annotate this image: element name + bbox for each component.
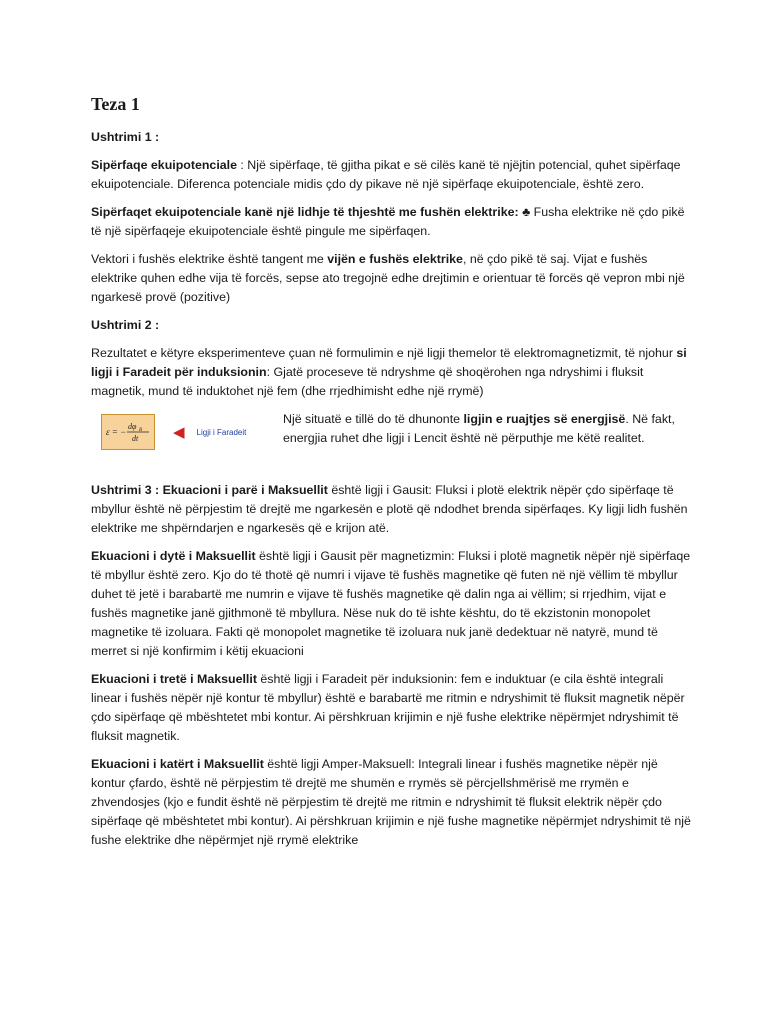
faraday-formula-svg bbox=[104, 418, 152, 446]
text: ♣ Fusha elektrike në çdo pikë të një sipërfaqeje ekuipotenciale është pingule me sipërfaqen. bbox=[91, 205, 685, 238]
exercise-2-heading: Ushtrimi 2 : bbox=[91, 318, 160, 332]
term-faraday-law: si ligji i Faradeit për induksionin bbox=[91, 346, 687, 379]
text: është ligji i Gausit për magnetizmin: Fluksi i plotë magnetik nëpër një sipërfaqe të mbyllur është zero. Kjo do të thotë që numri i vijave të fushës magnetike që futen në një vëllim të mbyllur duhet të jetë i barabartë me numrin e vijave të fushës magnetike që dalin nga ai vëllim; si rrjedhim, vijat e fushës magnetike janë gjithmonë të mbyllura. Nëse nuk do të ishte kështu, do të ekzistonin monopolet magnetike të izoluara. Fakti që monopolet magnetike të izoluara nuk janë dedektuar në natyrë, mund të merret si një konfirmim i këtij ekuacioni bbox=[91, 549, 691, 658]
spacer bbox=[91, 461, 691, 481]
text: Vektori i fushës elektrike është tangent me bbox=[91, 252, 328, 266]
figure-side-text bbox=[283, 410, 691, 448]
document-body bbox=[91, 92, 691, 859]
faraday-figure-row bbox=[91, 410, 691, 452]
paragraph-equipotential-definition bbox=[91, 156, 691, 194]
svg-text:dφ: dφ bbox=[128, 422, 137, 431]
text: Një situatë e tillë do të dhunonte bbox=[283, 412, 464, 426]
paragraph-faraday-law bbox=[91, 344, 691, 401]
term-maxwell-4: Ekuacioni i katërt i Maksuellit bbox=[91, 757, 264, 771]
figure-caption: Ligji i Faradeit bbox=[196, 427, 247, 437]
paragraph-field-vector bbox=[91, 250, 691, 307]
paragraph-maxwell-2 bbox=[91, 547, 691, 661]
svg-text:ε = −: ε = − bbox=[106, 427, 127, 437]
paragraph-equipotential-field bbox=[91, 203, 691, 241]
term-field-line: vijën e fushës elektrike bbox=[327, 252, 463, 266]
term-equipotential: Sipërfaqe ekuipotenciale bbox=[91, 158, 237, 172]
term-maxwell-3: Ekuacioni i tretë i Maksuellit bbox=[91, 672, 257, 686]
term-maxwell-2: Ekuacioni i dytë i Maksuellit bbox=[91, 549, 256, 563]
paragraph-maxwell-4 bbox=[91, 755, 691, 850]
faraday-formula-image bbox=[101, 414, 155, 450]
text: , në çdo pikë të saj. Vijat e fushës elektrike quhen edhe vija të forcës, sepse ato tregojnë edhe drejtimin e orientuar të forcës që vepron mbi një ngarkesë provë (pozitive) bbox=[91, 252, 685, 304]
left-arrow-icon: ◀ bbox=[173, 423, 185, 441]
text: . Në fakt, energjia ruhet dhe ligji i Lencit është në përputhje me këtë realitet. bbox=[283, 412, 675, 445]
text: është ligji Amper-Maksuell: Integrali linear i fushës magnetike nëpër një kontur çfardo, është në përpjestim të drejtë me shumën e rrymës së përcjellshmërisë me rrymën e zhvendosjes (kjo e fundit është në përpjestim të drejtë me ritmin e ndryshimit të fluksit elektrik nëpër çdo sipërfaqe që mbështetet mbi kontur). Ai përshkruan krijimin e një fushe magnetike nëpërmjet ndryshimit të një fushe elektrike dhe nëpërmjet një rrymë elektrike bbox=[91, 757, 691, 847]
paragraph-maxwell-1 bbox=[91, 481, 691, 538]
exercise-1-heading: Ushtrimi 1 : bbox=[91, 130, 160, 144]
text: është ligji i Faradeit për induksionin: fem e induktuar (e cila është integrali linear i fushës nëpër një kontur të mbyllur) është e barabartë me ritmin e ndryshimit të fluksit magnetik nëpër çdo sipërfaqe që mbështetet mbi kontur. Ai përshkruan krijimin e një fushe elektrike nëpërmjet ndryshimit të fluksit magnetik. bbox=[91, 672, 685, 743]
text: : Një sipërfaqe, të gjitha pikat e së cilës kanë të njëjtin potencial, quhet sipërfaqe ekuipotenciale. Diferenca potenciale midis çdo dy pikave në një sipërfaqe ekuipotenciale, është zero. bbox=[91, 158, 681, 191]
svg-text:dt: dt bbox=[132, 434, 139, 443]
text: është ligji i Gausit: Fluksi i plotë elektrik nëpër çdo sipërfaqe të mbyllur është në përpjestim të drejtë me ngarkesën e plotë që ndodhet brenda sipërfaqes. Ky ligji lidh fushën elektrike me shpërndarjen e ngarkesës që e krijon atë. bbox=[91, 483, 688, 535]
term-equipotential-relation: Sipërfaqet ekuipotenciale kanë një lidhje të thjeshtë me fushën elektrike: bbox=[91, 205, 519, 219]
faraday-figure bbox=[101, 412, 269, 452]
text: Rezultatet e këtyre eksperimenteve çuan në formulimin e një ligji themelor të elektromagnetizmit, të njohur bbox=[91, 346, 677, 360]
svg-text:B: B bbox=[139, 428, 143, 433]
term-energy-conservation: ligjin e ruajtjes së energjisë bbox=[463, 412, 626, 426]
text: : Gjatë proceseve të ndryshme që shoqërohen nga ndryshimi i fluksit magnetik, mund të induktohet një fem (dhe rrjedhimisht edhe një rrymë) bbox=[91, 365, 644, 398]
document-title: Teza 1 bbox=[91, 94, 140, 114]
paragraph-maxwell-3 bbox=[91, 670, 691, 746]
exercise-3-heading: Ushtrimi 3 : Ekuacioni i parë i Maksuellit bbox=[91, 483, 328, 497]
